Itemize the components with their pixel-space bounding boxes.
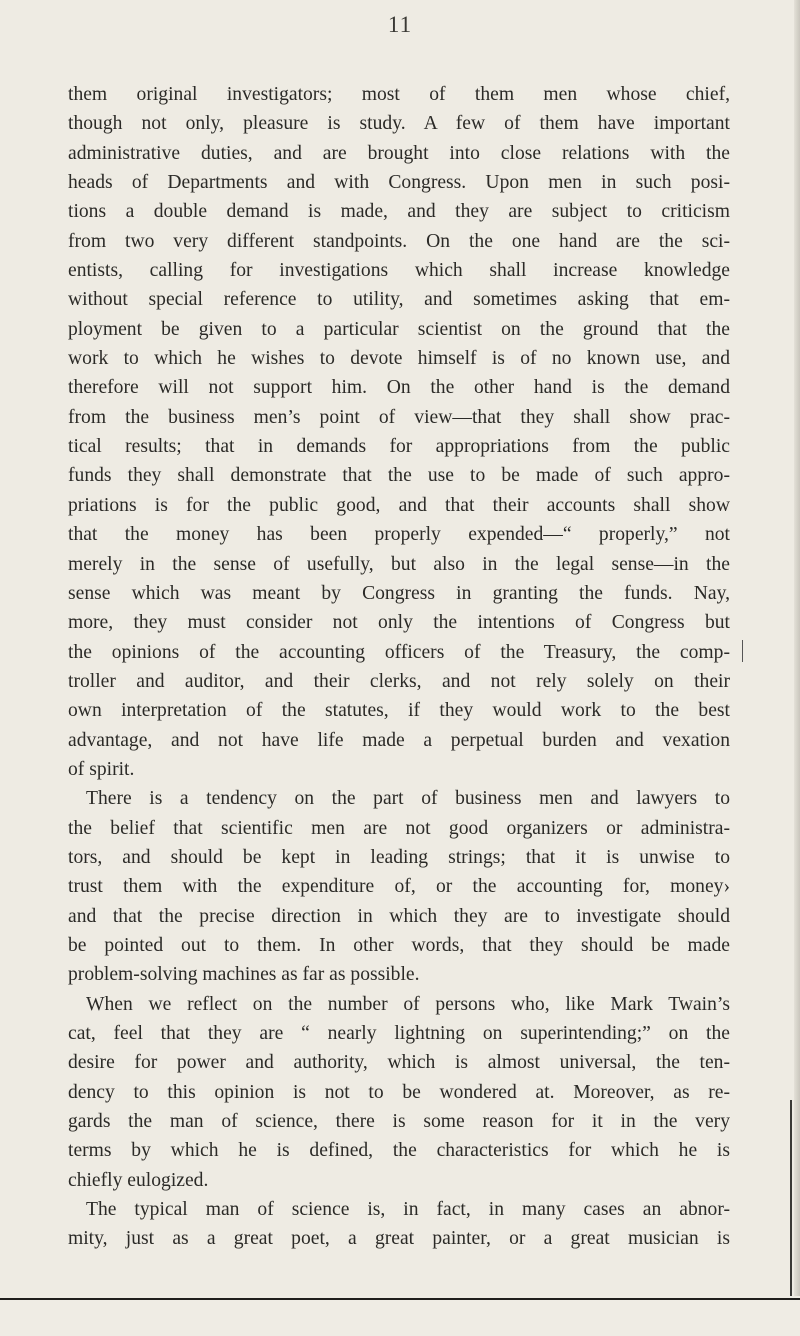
text-line: chiefly eulogized.	[68, 1169, 209, 1191]
text-line: The typical man of science is, in fact, in many cases an abnor-	[86, 1199, 730, 1221]
text-line: desire for power and authority, which is almost universal, the ten-	[68, 1052, 730, 1074]
scan-border-bottom	[0, 1298, 800, 1300]
text-line: gards the man of science, there is some reason for it in the very	[68, 1111, 730, 1133]
paragraph-2	[68, 784, 730, 989]
text-line: tical results; that in demands for appropriations from the public	[68, 436, 730, 458]
text-line: though not only, pleasure is study. A few of them have important	[68, 113, 730, 135]
text-line: terms by which he is defined, the characteristics for which he is	[68, 1140, 730, 1162]
paragraph-4	[68, 1195, 730, 1254]
text-line: merely in the sense of usefully, but also in the legal sense—in the	[68, 553, 730, 575]
text-line: tors, and should be kept in leading strings; that it is unwise to	[68, 846, 730, 868]
text-line: problem-solving machines as far as possible.	[68, 964, 420, 986]
text-line: of spirit.	[68, 758, 135, 780]
text-line: and that the precise direction in which they are to investigate should	[68, 905, 730, 927]
text-line: When we reflect on the number of persons who, like Mark Twain’s	[86, 993, 730, 1015]
text-line: work to which he wishes to devote himself is of no known use, and	[68, 348, 730, 370]
text-line: that the money has been properly expended—“ properly,” not	[68, 524, 730, 546]
text-line: mity, just as a great poet, a great painter, or a great musician is	[68, 1228, 730, 1250]
text-line: advantage, and not have life made a perpetual burden and vexation	[68, 729, 730, 751]
text-line: them original investigators; most of them men whose chief,	[68, 84, 730, 105]
text-line: be pointed out to them. In other words, that they should be made	[68, 934, 730, 956]
text-line: There is a tendency on the part of business men and lawyers to	[86, 788, 730, 810]
text-line: the belief that scientific men are not good organizers or administra-	[68, 817, 730, 839]
page-edge-shadow	[794, 0, 800, 1336]
body-text	[68, 80, 730, 1254]
text-line: cat, feel that they are “ nearly lightning on superintending;” on the	[68, 1023, 730, 1044]
text-line: priations is for the public good, and that their accounts shall show	[68, 494, 730, 516]
scan-border-right	[790, 1100, 792, 1300]
text-line: entists, calling for investigations which shall increase knowledge	[68, 260, 730, 282]
text-line: tions a double demand is made, and they are subject to criticism	[68, 201, 730, 223]
paragraph-3	[68, 990, 730, 1195]
page-number: 11	[387, 12, 413, 37]
text-line: sense which was meant by Congress in granting the funds. Nay,	[68, 582, 730, 604]
scan-speck	[742, 640, 743, 662]
text-line: without special reference to utility, and sometimes asking that em-	[68, 289, 730, 311]
text-line: the opinions of the accounting officers of the Treasury, the comp-	[68, 641, 730, 663]
text-line: therefore will not support him. On the other hand is the demand	[68, 377, 730, 399]
text-line: troller and auditor, and their clerks, and not rely solely on their	[68, 670, 730, 692]
text-line: heads of Departments and with Congress. Upon men in such posi-	[68, 172, 730, 194]
text-line: more, they must consider not only the intentions of Congress but	[68, 612, 730, 634]
text-line: administrative duties, and are brought into close relations with the	[68, 142, 730, 164]
text-line: ployment be given to a particular scientist on the ground that the	[68, 318, 730, 340]
text-line: from two very different standpoints. On the one hand are the sci-	[68, 230, 730, 252]
text-line: funds they shall demonstrate that the use to be made of such appro-	[68, 465, 730, 487]
page-bottom-margin	[0, 1296, 800, 1336]
text-line: from the business men’s point of view—that they shall show prac-	[68, 406, 730, 428]
text-line: own interpretation of the statutes, if they would work to the best	[68, 700, 730, 722]
paragraph-1	[68, 80, 730, 784]
text-line: dency to this opinion is not to be wondered at. Moreover, as re-	[68, 1081, 730, 1103]
text-line: trust them with the expenditure of, or the accounting for, money›	[68, 876, 730, 898]
